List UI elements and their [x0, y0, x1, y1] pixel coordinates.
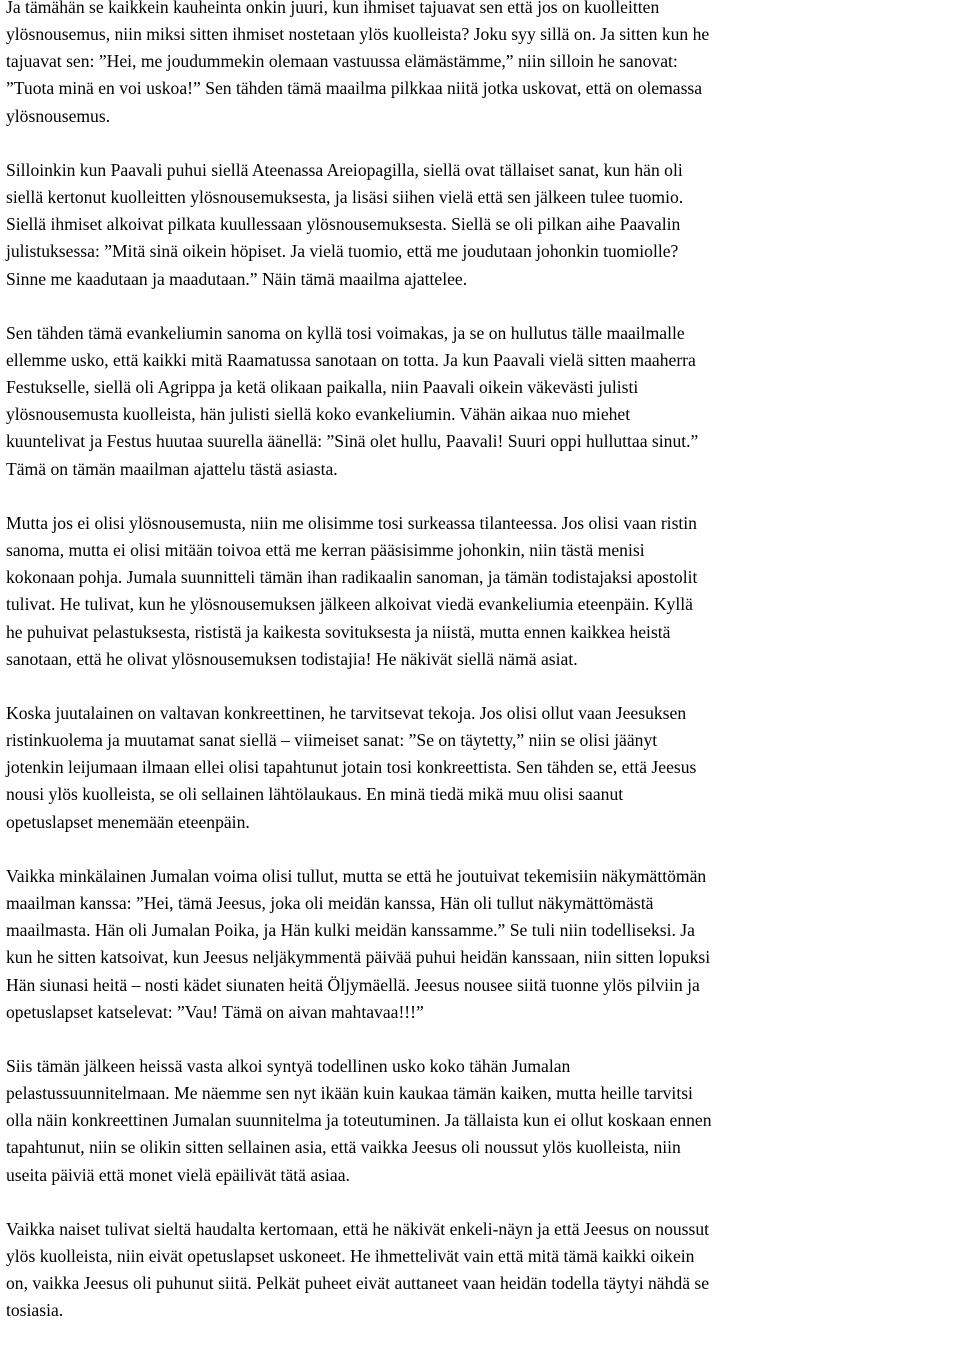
paragraph [6, 157, 958, 293]
text-line: on, vaikka Jeesus oli puhunut siitä. Pelkät puheet eivät auttaneet vaan heidän todella täytyi nähdä se [6, 1273, 710, 1294]
text-line: ylösnousemus. [6, 105, 111, 126]
text-line: tosiasia. [6, 1300, 64, 1321]
text-line: maailmasta. Hän oli Jumalan Poika, ja Hän kulki meidän kanssamme.” Se tuli niin todelliseksi. Ja [6, 920, 695, 941]
text-line: opetuslapset menemään eteenpäin. [6, 811, 250, 832]
text-line: Vaikka naiset tulivat sieltä haudalta kertomaan, että he näkivät enkeli-näyn ja että Jeesus on noussut [6, 1218, 710, 1239]
text-line: Tämä on tämän maailman ajattelu tästä asiasta. [6, 458, 338, 479]
text-line: jotenkin leijumaan ilmaan ellei olisi tapahtunut jotain tosi konkreettista. Sen tähden se, että Jeesus [6, 757, 697, 778]
paragraph [6, 700, 958, 836]
text-line: Mutta jos ei olisi ylösnousemusta, niin me olisimme tosi surkeassa tilanteessa. Jos olisi vaan ristin [6, 512, 697, 533]
text-line: opetuslapset katselevat: ”Vau! Tämä on aivan mahtavaa!!!” [6, 1001, 424, 1022]
paragraph [6, 0, 958, 130]
text-line: maailman kanssa: ”Hei, tämä Jeesus, joka oli meidän kanssa, Hän oli tullut näkymättömästä [6, 893, 654, 914]
paragraph [6, 1216, 958, 1325]
text-line: nousi ylös kuolleista, se oli sellainen lähtölaukaus. En minä tiedä mikä muu olisi saanut [6, 784, 624, 805]
text-line: ristinkuolema ja muutamat sanat siellä – viimeiset sanat: ”Se on täytetty,” niin se olisi jäänyt [6, 730, 658, 751]
text-line: pelastussuunnitelmaan. Me näemme sen nyt ikään kuin kaukaa tämän kaiken, mutta heille tarvitsi [6, 1083, 693, 1104]
text-line: siellä kertonut kuolleitten ylösnousemuksesta, ja lisäsi siihen vielä että sen jälkeen tulee tuomio. [6, 187, 684, 208]
text-line: kokonaan pohja. Jumala suunnitteli tämän ihan radikaalin sanoman, ja tämän todistajaksi apostolit [6, 567, 698, 588]
text-line: ylös kuolleista, niin eivät opetuslapset uskoneet. He ihmettelivät vain että mitä tämä kaikki oikein [6, 1246, 695, 1267]
text-line: sanoma, mutta ei olisi mitään toivoa että me kerran pääsisimme johonkin, niin tästä menisi [6, 540, 645, 561]
text-line: ylösnousemusta kuolleista, hän julisti siellä koko evankeliumin. Vähän aikaa nuo miehet [6, 404, 631, 425]
text-line: Siis tämän jälkeen heissä vasta alkoi syntyä todellinen usko koko tähän Jumalan [6, 1056, 571, 1076]
text-line: Sinne me kaadutaan ja maadutaan.” Näin tämä maailma ajattelee. [6, 268, 468, 289]
text-line: Sen tähden tämä evankeliumin sanoma on kyllä tosi voimakas, ja se on hullutus tälle maailmalle [6, 322, 685, 343]
text-line: tajuavat sen: ”Hei, me joudummekin olemaan vastuussa elämästämme,” niin silloin he sanovat: [6, 51, 678, 72]
text-line: ”Tuota minä en voi uskoa!” Sen tähden tämä maailma pilkkaa niitä jotka uskovat, että on olemassa [6, 78, 703, 99]
paragraph [6, 510, 958, 673]
text-line: Festukselle, siellä oli Agrippa ja ketä olikaan paikalla, niin Paavali oikein väkevästi julisti [6, 377, 639, 398]
text-line: Silloinkin kun Paavali puhui siellä Ateenassa Areiopagilla, siellä ovat tällaiset sanat, kun hän oli [6, 159, 683, 180]
text-line: kuuntelivat ja Festus huutaa suurella äänellä: ”Sinä olet hullu, Paavali! Suuri oppi hulluttaa sinut.” [6, 431, 699, 452]
text-line: tapahtunut, niin se olikin sitten sellainen asia, että vaikka Jeesus oli noussut ylös kuolleista, niin [6, 1137, 681, 1158]
text-line: he puhuivat pelastuksesta, rististä ja kaikesta sovituksesta ja niistä, mutta ennen kaikkea heistä [6, 621, 671, 642]
paragraph [6, 863, 958, 1026]
text-line: ylösnousemus, niin miksi sitten ihmiset nostetaan ylös kuolleista? Joku syy sillä on. Ja sitten kun he [6, 24, 710, 45]
text-line: Koska juutalainen on valtavan konkreettinen, he tarvitsevat tekoja. Jos olisi ollut vaan Jeesuksen [6, 703, 687, 723]
text-line: julistuksessa: ”Mitä sinä oikein höpiset. Ja vielä tuomio, että me joudutaan johonkin tuomiolle? [6, 241, 679, 262]
text-line: ellemme usko, että kaikki mitä Raamatussa sanotaan on totta. Ja kun Paavali vielä sitten maaherra [6, 350, 696, 370]
paragraph [6, 320, 958, 483]
text-line: Ja tämähän se kaikkein kauheinta onkin juuri, kun ihmiset tajuavat sen että jos on kuolleitten [6, 0, 660, 17]
text-line: kun he sitten katsoivat, kun Jeesus neljäkymmentä päivää puhui heidän kanssaan, niin sitten lopuksi [6, 947, 711, 968]
text-line: tulivat. He tulivat, kun he ylösnousemuksen jälkeen alkoivat viedä evankeliumia eteenpäin. Kyllä [6, 594, 693, 615]
text-line: Vaikka minkälainen Jumalan voima olisi tullut, mutta se että he joutuivat tekemisiin näkymättömän [6, 865, 707, 886]
text-line: olla näin konkreettinen Jumalan suunnitelma ja toteutuminen. Ja tällaista kun ei ollut koskaan ennen [6, 1110, 712, 1131]
paragraph [6, 1053, 958, 1189]
text-line: Hän siunasi heitä – nosti kädet siunaten heitä Öljymäellä. Jeesus nousee siitä tuonne ylös pilviin ja [6, 974, 700, 995]
text-line: sanotaan, että he olivat ylösnousemuksen todistajia! He näkivät siellä nämä asiat. [6, 648, 578, 669]
document-page [6, 0, 958, 1352]
text-line: useita päiviä että monet vielä epäilivät tätä asiaa. [6, 1164, 350, 1185]
text-line: Siellä ihmiset alkoivat pilkata kuullessaan ylösnousemuksesta. Siellä se oli pilkan aihe Paavalin [6, 214, 681, 235]
